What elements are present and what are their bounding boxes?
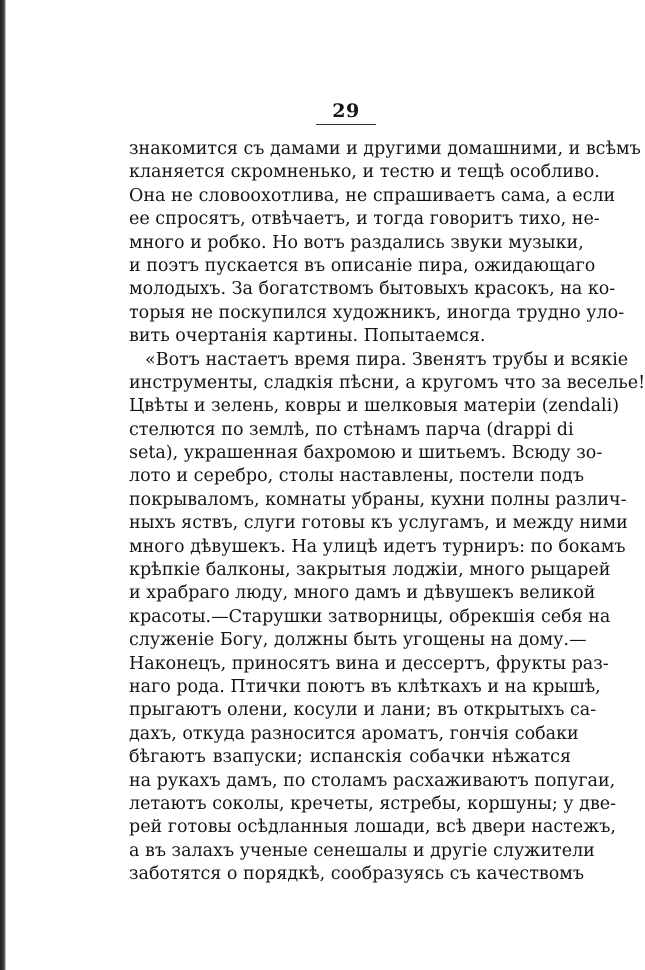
text-line: заботятся о порядкѣ, сообразуясь съ качествомъ — [129, 864, 585, 885]
text-line: и храбраго люду, много дамъ и дѣвушекъ великой — [129, 583, 596, 604]
text-line: ныхъ яствъ, слуги готовы къ услугамъ, и между ними — [129, 513, 628, 534]
text-line: наго рода. Птички поютъ въ клѣткахъ и на крышѣ, — [129, 676, 601, 697]
text-line: рей готовы осѣдланныя лошади, всѣ двери настежъ, — [129, 817, 616, 838]
page-binding-edge — [0, 0, 6, 970]
text-line: крѣпкіе балконы, закрытыя лоджіи, много рыцарей — [129, 560, 611, 581]
text-line: прыгаютъ олени, косули и лани; въ открытыхъ са- — [129, 700, 597, 721]
page-number: 29 — [332, 100, 360, 122]
text-line: а въ залахъ ученые сенешалы и другіе служители — [129, 840, 595, 861]
text-line: покрываломъ, комнаты убраны, кухни полны различ- — [129, 489, 627, 510]
text-line: торыя не поскупился художникъ, иногда трудно уло- — [129, 302, 625, 323]
text-line: красоты.—Старушки затворницы, обрекшія себя на — [129, 606, 611, 627]
text-line: много и робко. Но вотъ раздались звуки музыки, — [129, 232, 584, 253]
text-line: seta), украшенная бахромою и шитьемъ. Всюду зо- — [129, 443, 603, 464]
text-line: «Вотъ настаетъ время пира. Звенятъ трубы и всякіе — [145, 349, 629, 370]
text-line: стелются по землѣ, по стѣнамъ парча (drappi di — [129, 419, 574, 440]
text-line: вить очертанія картины. Попытаемся. — [129, 326, 486, 347]
text-line: Она не словоохотлива, не спрашиваетъ сама, а если — [129, 185, 616, 206]
text-line: ее спросятъ, отвѣчаетъ, и тогда говоритъ тихо, не- — [129, 209, 600, 230]
text-line: Наконецъ, приносятъ вина и дессертъ, фрукты раз- — [129, 653, 609, 674]
text-line: и поэтъ пускается въ описаніе пира, ожидающаго — [129, 255, 596, 276]
text-line: молодыхъ. За богатствомъ бытовыхъ красокъ, на ко- — [129, 279, 616, 300]
text-line: много дѣвушекъ. На улицѣ идетъ турниръ: по бокамъ — [129, 536, 626, 557]
text-line: бѣгаютъ взапуски; испанскія собачки нѣжатся — [129, 747, 571, 768]
text-line: служеніе Богу, должны быть угощены на дому.— — [129, 630, 587, 651]
text-line: инструменты, сладкія пѣсни, а кругомъ что за веселье! — [129, 372, 645, 393]
text-line: знакомится съ дамами и другими домашними, и всѣмъ — [129, 139, 641, 159]
text-line: кланяется скромненько, и тестю и тещѣ особливо. — [129, 162, 600, 183]
text-line: дахъ, откуда разносится ароматъ, гончія собаки — [129, 723, 579, 744]
body-text — [129, 138, 645, 887]
text-line: лото и серебро, столы наставлены, постели подъ — [129, 466, 584, 487]
text-line: на рукахъ дамъ, по столамъ расхаживаютъ попугаи, — [129, 770, 616, 791]
text-line: Цвѣты и зелень, ковры и шелковыя матеріи (zendali) — [129, 396, 620, 417]
page-number-rule — [316, 124, 376, 125]
text-line: летаютъ соколы, кречеты, ястребы, коршуны; у две- — [129, 793, 617, 814]
